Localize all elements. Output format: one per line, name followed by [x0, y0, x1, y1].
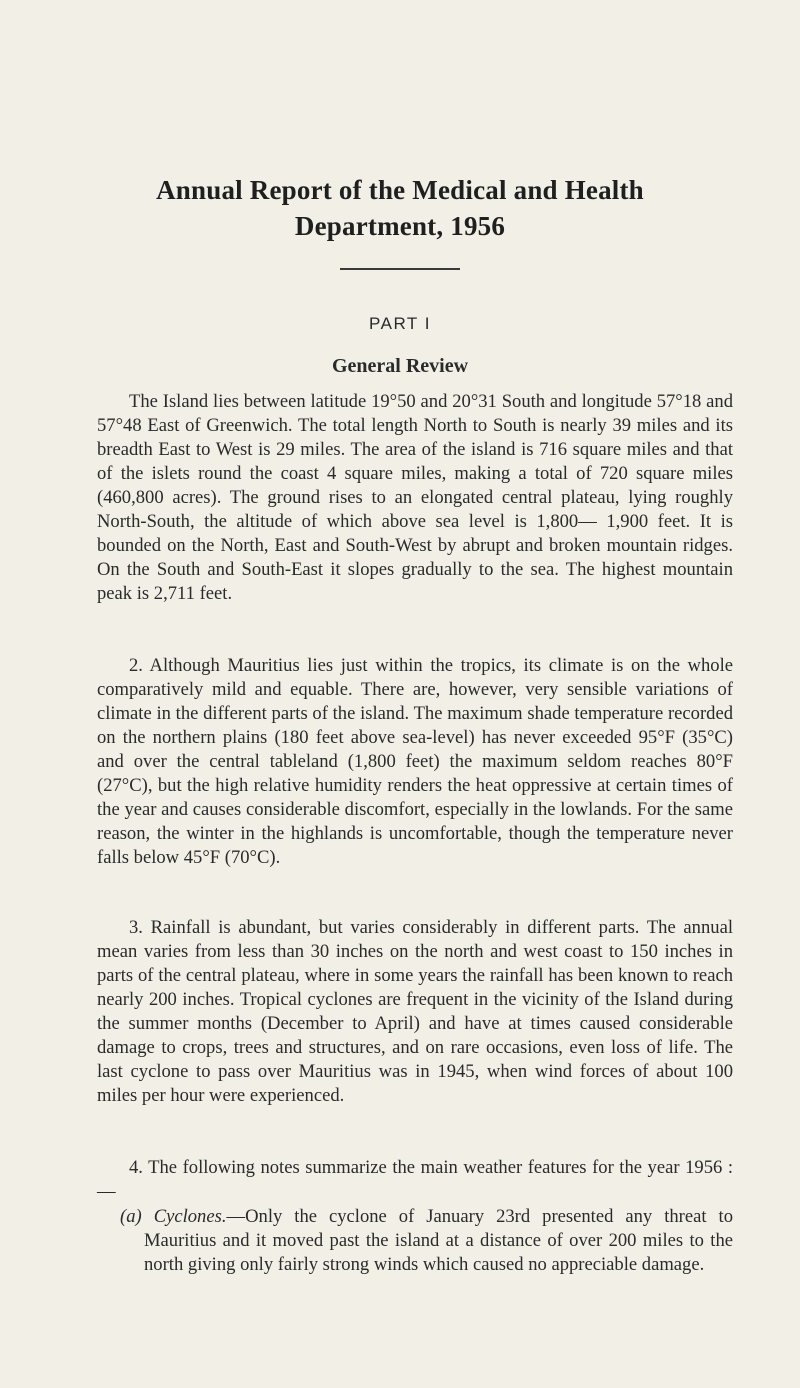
paragraph-2: 2. Although Mauritius lies just within the tropics, its climate is on the whole comparatively mild and equable. There are, however, very sensible variations of climate in the different parts of the island. The maximum shade temperature recorded on the northern plains (180 feet above sea-level) has never exceeded 95°F (35°C) and over the central tableland (1,800 feet) the maximum seldom reaches 80°F (27°C), but the high relative humidity renders the heat oppressive at certain times of the year and causes considerable discomfort, especially in the lowlands. For the same reason, the winter in the highlands is uncomfortable, though the temperature never falls below 45°F (70°C). [97, 655, 733, 868]
report-title-line-1: Annual Report of the Medical and Health [156, 175, 644, 205]
list-item-a [120, 1205, 733, 1277]
paragraph-1: The Island lies between latitude 19°50 and 20°31 South and longitude 57°18 and 57°48 East of Greenwich. The total length North to South is nearly 39 miles and its breadth East to West is 29 miles. The area of the island is 716 square miles and that of the islets round the coast 4 square miles, making a total of 720 square miles (460,800 acres). The ground rises to an elongated central plateau, lying roughly North-South, the altitude of which above sea level is 1,800— 1,900 feet. It is bounded on the North, East and South-West by abrupt and broken mountain ridges. On the South and South-East it slopes gradually to the sea. The highest mountain peak is 2,711 feet. [97, 391, 733, 604]
item-a-text: —Only the cyclone of January 23rd presented any threat to Mauritius and it moved past the island at a distance of over 200 miles to the north giving only fairly strong winds which caused no appreciable damage. [144, 1206, 734, 1275]
paragraph-4: 4. The following notes summarize the main weather features for the year 1956 :— [97, 1157, 733, 1202]
title-divider [340, 268, 460, 270]
part-label: PART I [369, 314, 431, 333]
paragraph-3: 3. Rainfall is abundant, but varies considerably in different parts. The annual mean varies from less than 30 inches on the north and west coast to 150 inches in parts of the central plateau, where in some years the rainfall has been known to reach nearly 200 inches. Tropical cyclones are frequent in the vicinity of the Island during the summer months (December to April) and have at times caused considerable damage to crops, trees and structures, and on rare occasions, even loss of life. The last cyclone to pass over Mauritius was in 1945, when wind forces of about 100 miles per hour were experienced. [97, 917, 733, 1106]
section-heading: General Review [331, 355, 469, 377]
item-a-marker: (a) [120, 1206, 142, 1227]
item-a-label: Cyclones. [153, 1206, 227, 1227]
report-title-line-2: Department, 1956 [294, 211, 506, 241]
